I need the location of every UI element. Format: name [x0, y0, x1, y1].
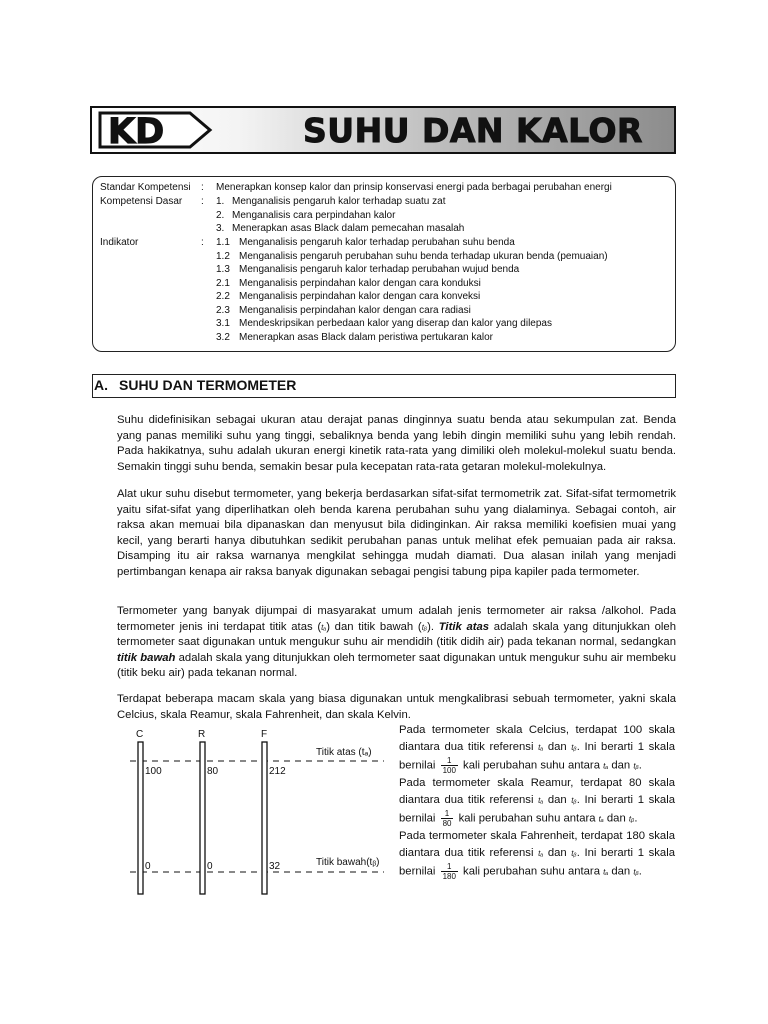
- text-span: Pada termometer skala Fahrenheit, terdapat 180 skala diantara dua titik referensi: [399, 830, 675, 859]
- indikator-num: 2.3: [216, 304, 230, 316]
- indikator-text: Menganalisis pengaruh kalor terhadap perubahan wujud benda: [239, 264, 520, 275]
- text-span: dan: [543, 794, 572, 806]
- symbol-ta: tₐ: [598, 814, 604, 824]
- fraction: [441, 809, 454, 828]
- competency-box: [92, 176, 676, 352]
- indikator-num: 1.2: [216, 250, 230, 262]
- indikator-text: Menganalisis perpindahan kalor dengan cara konduksi: [239, 277, 481, 289]
- text-span: dan: [603, 812, 629, 825]
- standar-label: Standar Kompetensi: [100, 182, 191, 193]
- section-letter: A.: [94, 377, 108, 393]
- scale-label-r: R: [198, 729, 206, 740]
- fraction-denominator: 180: [442, 872, 456, 881]
- indikator-text: Mendeskripsikan perbedaan kalor yang diserap dan kalor yang dilepas: [239, 318, 552, 329]
- reamur-top-value: 80: [207, 766, 219, 777]
- indikator-text: Menganalisis pengaruh kalor terhadap perubahan suhu benda: [239, 237, 515, 248]
- symbol-ta: tₐ: [603, 761, 609, 771]
- colon: :: [201, 237, 204, 248]
- paragraph-text: Suhu didefinisikan sebagai ukuran atau derajat panas dinginnya suatu benda atau sekumpulan zat. Benda yang panas memiliki suhu yang tinggi, sebaliknya benda yang lebih dingin memiliki suhu yang lebih rendah. Pada hakikatnya, suhu adalah ukuran energi kinetik rata-rata yang dimiliki oleh molekul-molekul suatu benda. Semakin tinggi suhu benda, semakin besar pula kecepatan rata-rata getaran molekul-molekulnya.: [117, 414, 676, 473]
- paragraph-4: [117, 692, 676, 723]
- reamur-bottom-value: 0: [207, 861, 213, 872]
- section-heading: [92, 374, 676, 398]
- dasar-num: 3.: [216, 223, 225, 234]
- fraction-denominator: 100: [442, 766, 456, 775]
- text-span: adalah skala yang ditunjukkan oleh termometer saat digunakan untuk mengukur suhu air mendidih (titik didih air) pada tekanan normal, sedangkan: [117, 620, 676, 648]
- indikator-num: 1.1: [216, 237, 230, 248]
- celcius-top-value: 100: [145, 766, 162, 777]
- symbol-tb: tᵦ: [633, 761, 639, 771]
- top-point-label: Titik atas (tₐ): [316, 747, 372, 758]
- reamur-tube: [200, 742, 205, 894]
- text-span: ).: [427, 620, 439, 633]
- indikator-num: 3.2: [216, 331, 230, 343]
- text-span: dan: [608, 759, 634, 772]
- header-banner: [90, 106, 676, 154]
- text-span: . Ini berarti 1 skala bernilai: [399, 847, 675, 878]
- fahrenheit-top-value: 212: [269, 766, 286, 777]
- colon: :: [201, 182, 204, 193]
- dasar-text: Menganalisis pengaruh kalor terhadap suatu zat: [232, 196, 446, 207]
- symbol-tb: tᵦ: [571, 743, 577, 752]
- symbol-tb: tᵦ: [421, 622, 428, 632]
- text-span: .: [634, 812, 638, 825]
- indikator-num: 2.2: [216, 291, 230, 302]
- thermometer-diagram: [126, 726, 396, 898]
- celcius-tube: [138, 742, 143, 894]
- section-title: SUHU DAN TERMOMETER: [119, 377, 297, 393]
- indikator-label: Indikator: [100, 237, 139, 248]
- text-span: kali perubahan suhu antara: [459, 759, 604, 772]
- kd-logo: [98, 111, 218, 149]
- text-span: kali perubahan suhu antara: [455, 812, 599, 825]
- reamur-paragraph: [399, 775, 675, 828]
- text-span: . Ini berarti 1 skala bernilai: [399, 741, 675, 772]
- indikator-text: Menganalisis pengaruh perubahan suhu benda terhadap ukuran benda (pemuaian): [239, 250, 608, 262]
- colon: :: [201, 196, 204, 207]
- text-span: Pada termometer skala Reamur, terdapat 80 skala diantara dua titik referensi: [399, 777, 675, 806]
- scale-label-c: C: [136, 729, 144, 740]
- standar-text: Menerapkan konsep kalor dan prinsip konservasi energi pada berbagai perubahan energi: [216, 182, 612, 193]
- symbol-tb: tᵦ: [571, 849, 577, 858]
- symbol-ta: tₐ: [321, 622, 327, 632]
- dasar-label: Kompetensi Dasar: [100, 196, 183, 207]
- fraction-numerator: 1: [441, 756, 458, 766]
- fraction: [441, 862, 458, 881]
- symbol-ta: tₐ: [603, 867, 609, 877]
- text-span: dan: [608, 865, 634, 878]
- term-titik-bawah: titik bawah: [117, 651, 176, 664]
- paragraph-3: [117, 604, 676, 682]
- text-span: kali perubahan suhu antara: [459, 865, 604, 878]
- symbol-tb: tᵦ: [571, 796, 577, 805]
- symbol-tb: tᵦ: [633, 867, 639, 877]
- dasar-num: 1.: [216, 196, 225, 207]
- indikator-text: Menganalisis perpindahan kalor dengan cara konveksi: [239, 291, 481, 302]
- term-titik-atas: Titik atas: [438, 620, 490, 633]
- kd-logo-text: KD: [108, 112, 165, 149]
- bottom-point-label: Titik bawah(tᵦ): [316, 857, 380, 868]
- text-span: . Ini berarti 1 skala bernilai: [399, 794, 675, 825]
- indikator-num: 3.1: [216, 318, 230, 329]
- fahrenheit-paragraph: [399, 828, 675, 881]
- paragraph-text: Alat ukur suhu disebut termometer, yang bekerja berdasarkan sifat-sifat termometrik zat. Sifat-sifat termometrik yaitu sifat-sifat yang diperlihatkan oleh benda karena perubahan suhu yang dialaminya. Sebagai contoh, air raksa akan memuai bila dipanaskan dan menyusut bila didinginkan. Air raksa memiliki koefisien muai yang kecil, yang berarti hanya dibutuhkan sedikit perubahan panas untuk melihat efek pemuaian pada air raksa. Disamping itu air raksa warnanya mengkilat sehingga mudah diamati. Dua alasan inilah yang menjadi pertimbangan kenapa air raksa banyak digunakan sebagai pengisi tabung pipa kapiler pada termometer.: [117, 488, 676, 578]
- dasar-text: Menerapkan asas Black dalam pemecahan masalah: [232, 223, 465, 234]
- text-span: .: [638, 865, 642, 878]
- text-span: .: [638, 759, 642, 772]
- paragraph-1: [117, 413, 676, 475]
- fraction-denominator: 80: [442, 819, 452, 828]
- right-column: [399, 722, 675, 881]
- symbol-ta: tₐ: [538, 796, 544, 805]
- fraction: [441, 756, 458, 775]
- celcius-bottom-value: 0: [145, 861, 151, 872]
- indikator-text: Menganalisis perpindahan kalor dengan cara radiasi: [239, 304, 471, 316]
- text-span: Termometer yang banyak dijumpai di masyarakat umum adalah jenis termometer air raksa /alkohol. Pada termometer jenis ini terdapat titik atas (: [117, 605, 676, 633]
- celcius-paragraph: [399, 722, 675, 775]
- dasar-num: 2.: [216, 209, 225, 221]
- text-span: adalah skala yang ditunjukkan oleh termometer saat digunakan untuk mengukur suhu air membeku (titik beku air) pada tekanan normal.: [117, 651, 676, 679]
- text-span: Pada termometer skala Celcius, terdapat 100 skala diantara dua titik referensi: [399, 724, 675, 753]
- scale-label-f: F: [261, 729, 268, 740]
- fraction-numerator: 1: [441, 862, 458, 872]
- dasar-text: Menganalisis cara perpindahan kalor: [232, 209, 396, 221]
- fahrenheit-tube: [262, 742, 267, 894]
- paragraph-2: [117, 487, 676, 580]
- symbol-tb: tᵦ: [628, 814, 635, 824]
- page-title: SUHU DAN KALOR: [303, 111, 643, 150]
- text-span: dan: [543, 847, 572, 859]
- indikator-num: 2.1: [216, 277, 230, 289]
- fahrenheit-bottom-value: 32: [269, 861, 281, 872]
- indikator-num: 1.3: [216, 264, 230, 275]
- symbol-ta: tₐ: [538, 743, 544, 752]
- text-span: dan: [543, 741, 572, 753]
- fraction-numerator: 1: [441, 809, 454, 819]
- paragraph-text: Terdapat beberapa macam skala yang biasa digunakan untuk mengkalibrasi sebuah termometer, yakni skala Celcius, skala Reamur, skala Fahrenheit, dan skala Kelvin.: [117, 693, 676, 721]
- text-span: ) dan titik bawah (: [326, 620, 422, 633]
- symbol-ta: tₐ: [538, 849, 544, 858]
- indikator-text: Menerapkan asas Black dalam peristiwa pertukaran kalor: [239, 331, 494, 343]
